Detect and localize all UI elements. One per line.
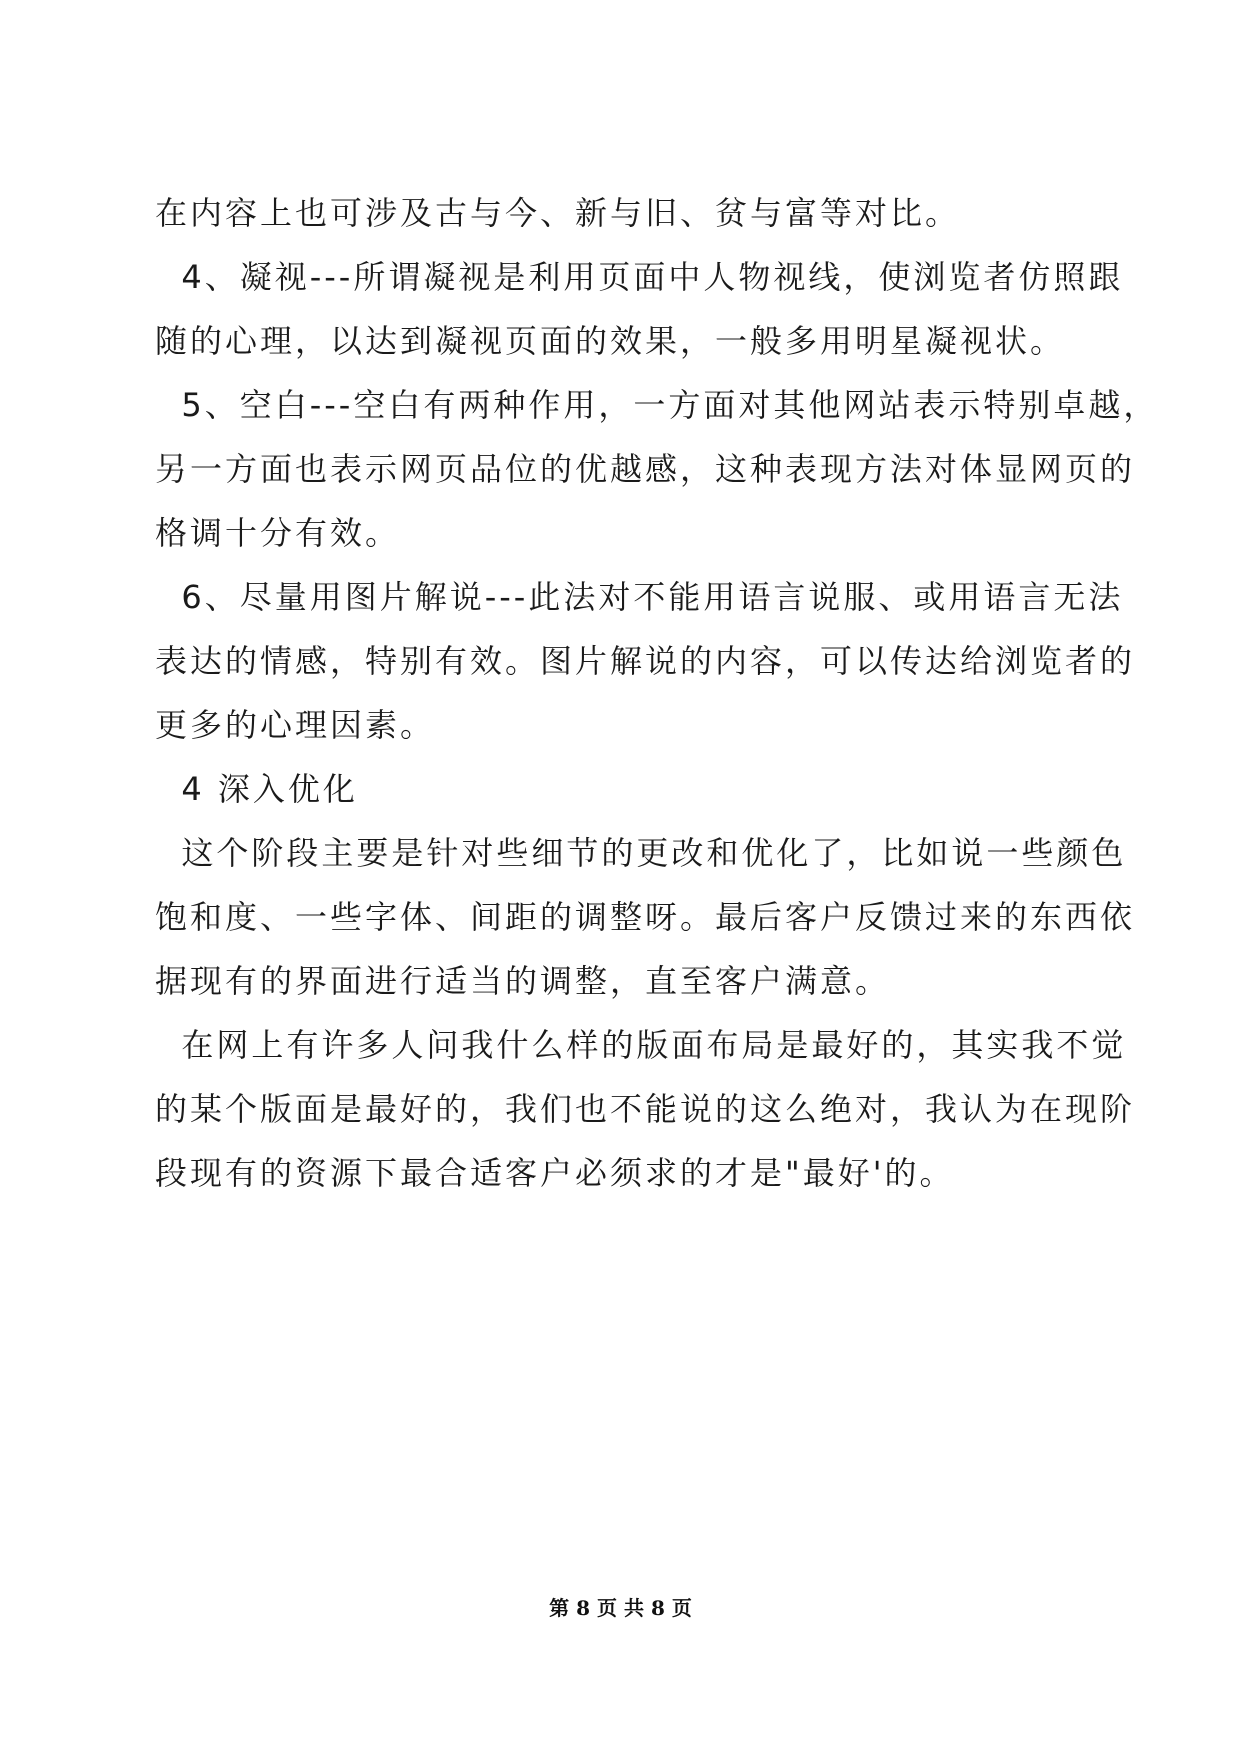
text-line: 格调十分有效。 <box>155 514 401 552</box>
text-line: 据现有的界面进行适当的调整，直至客户满意。 <box>155 962 891 1000</box>
text-line: 另一方面也表示网页品位的优越感，这种表现方法对体显网页的 <box>155 450 1136 488</box>
text-line: 随的心理，以达到凝视页面的效果，一般多用明星凝视状。 <box>155 322 1066 360</box>
text-line: 饱和度、一些字体、间距的调整呀。最后客户反馈过来的东西依 <box>155 898 1136 936</box>
document-body <box>155 181 1159 1205</box>
text-line: 在内容上也可涉及古与今、新与旧、贫与富等对比。 <box>155 194 961 232</box>
text-line: 更多的心理因素。 <box>155 706 436 744</box>
text-line: 段现有的资源下最合适客户必须求的才是"最好'的。 <box>155 1154 955 1192</box>
text-line: 的某个版面是最好的，我们也不能说的这么绝对，我认为在现阶 <box>155 1090 1136 1128</box>
text-line: 表达的情感，特别有效。图片解说的内容，可以传达给浏览者的 <box>155 642 1136 680</box>
section-heading: 4 深入优化 <box>155 770 358 808</box>
text-line: 在网上有许多人问我什么样的版面布局是最好的，其实我不觉 <box>155 1026 1127 1064</box>
text-line: 5、空白---空白有两种作用，一方面对其他网站表示特别卓越， <box>155 386 1159 424</box>
text-line: 4、凝视---所谓凝视是利用页面中人物视线，使浏览者仿照跟 <box>155 258 1124 296</box>
text-line: 6、尽量用图片解说---此法对不能用语言说服、或用语言无法 <box>155 578 1124 616</box>
page-number-footer: 第 8 页 共 8 页 <box>549 1596 692 1620</box>
text-line: 这个阶段主要是针对些细节的更改和优化了，比如说一些颜色 <box>155 834 1127 872</box>
